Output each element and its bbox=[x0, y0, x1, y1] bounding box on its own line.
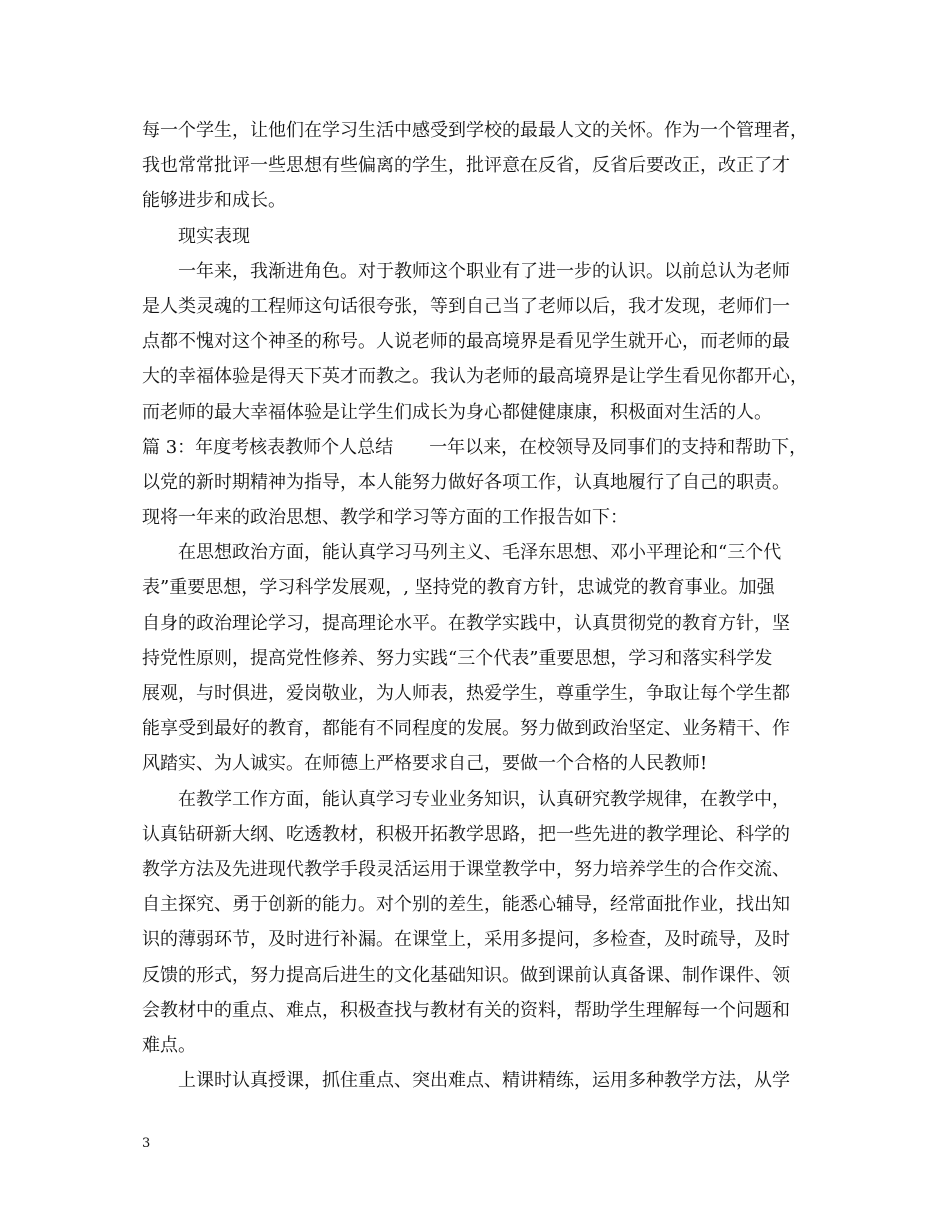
text-line: 现将一年来的政治思想、教学和学习等方面的工作报告如下： bbox=[142, 507, 628, 529]
text-line: 我也常常批评一些思想有些偏离的学生，批评意在反省，反省后要改正，改正了才 bbox=[142, 155, 790, 177]
text-line: 能够进步和成长。 bbox=[142, 190, 286, 212]
document-body bbox=[142, 113, 830, 1098]
text-line: 而老师的最大幸福体验是让学生们成长为身心都健健康康，积极面对生活的人。 bbox=[142, 401, 772, 423]
text-line: 能享受到最好的教育，都能有不同程度的发展。努力做到政治坚定、业务精干、作 bbox=[142, 718, 790, 740]
text-line: 教学方法及先进现代教学手段灵活运用于课堂教学中，努力培养学生的合作交流、 bbox=[142, 858, 790, 880]
text-line: 上课时认真授课，抓住重点、突出难点、精讲精练，运用多种教学方法，从学 bbox=[178, 1070, 790, 1092]
text-line: 风踏实、为人诚实。在师德上严格要求自己，要做一个合格的人民教师! bbox=[142, 753, 708, 775]
text-line: 篇 3：年度考核表教师个人总结 一年以来，在校领导及同事们的支持和帮助下， bbox=[142, 436, 808, 458]
text-line: 表”重要思想，学习科学发展观，, 坚持党的教育方针，忠诚党的教育事业。加强 bbox=[142, 577, 775, 599]
text-line: 在思想政治方面，能认真学习马列主义、毛泽东思想、邓小平理论和“三个代 bbox=[178, 542, 782, 564]
text-line: 是人类灵魂的工程师这句话很夸张，等到自己当了老师以后，我才发现，老师们一 bbox=[142, 295, 790, 317]
text-line: 展观，与时俱进，爱岗敬业，为人师表，热爱学生，尊重学生，争取让每个学生都 bbox=[142, 683, 790, 704]
text-line: 自身的政治理论学习，提高理论水平。在教学实践中，认真贯彻党的教育方针，坚 bbox=[142, 612, 790, 634]
text-line: 一年来，我渐进角色。对于教师这个职业有了进一步的认识。以前总认为老师 bbox=[178, 260, 790, 282]
text-line: 自主探究、勇于创新的能力。对个别的差生，能悉心辅导，经常面批作业，找出知 bbox=[142, 894, 790, 916]
text-line: 大的幸福体验是得天下英才而教之。我认为老师的最高境界是让学生看见你都开心， bbox=[142, 366, 808, 388]
text-line: 每一个学生，让他们在学习生活中感受到学校的最最人文的关怀。作为一个管理者， bbox=[142, 120, 808, 141]
text-line: 点都不愧对这个神圣的称号。人说老师的最高境界是看见学生就开心，而老师的最 bbox=[142, 331, 790, 353]
text-line: 以党的新时期精神为指导，本人能努力做好各项工作，认真地履行了自己的职责。 bbox=[142, 471, 790, 493]
text-line: 持党性原则，提高党性修养、努力实践“三个代表”重要思想，学习和落实科学发 bbox=[142, 647, 773, 669]
text-line: 难点。 bbox=[142, 1034, 196, 1056]
text-line: 现实表现 bbox=[178, 225, 250, 247]
text-line: 认真钻研新大纲、吃透教材，积极开拓教学思路，把一些先进的教学理论、科学的 bbox=[142, 823, 790, 845]
text-line: 反馈的形式，努力提高后进生的文化基础知识。做到课前认真备课、制作课件、领 bbox=[142, 964, 790, 986]
text-line: 在教学工作方面，能认真学习专业业务知识，认真研究教学规律，在教学中， bbox=[178, 788, 790, 810]
page-number: 3 bbox=[142, 1136, 151, 1151]
text-line: 识的薄弱环节，及时进行补漏。在课堂上，采用多提问，多检查，及时疏导，及时 bbox=[142, 929, 790, 951]
text-line: 会教材中的重点、难点，积极查找与教材有关的资料，帮助学生理解每一个问题和 bbox=[142, 999, 790, 1021]
